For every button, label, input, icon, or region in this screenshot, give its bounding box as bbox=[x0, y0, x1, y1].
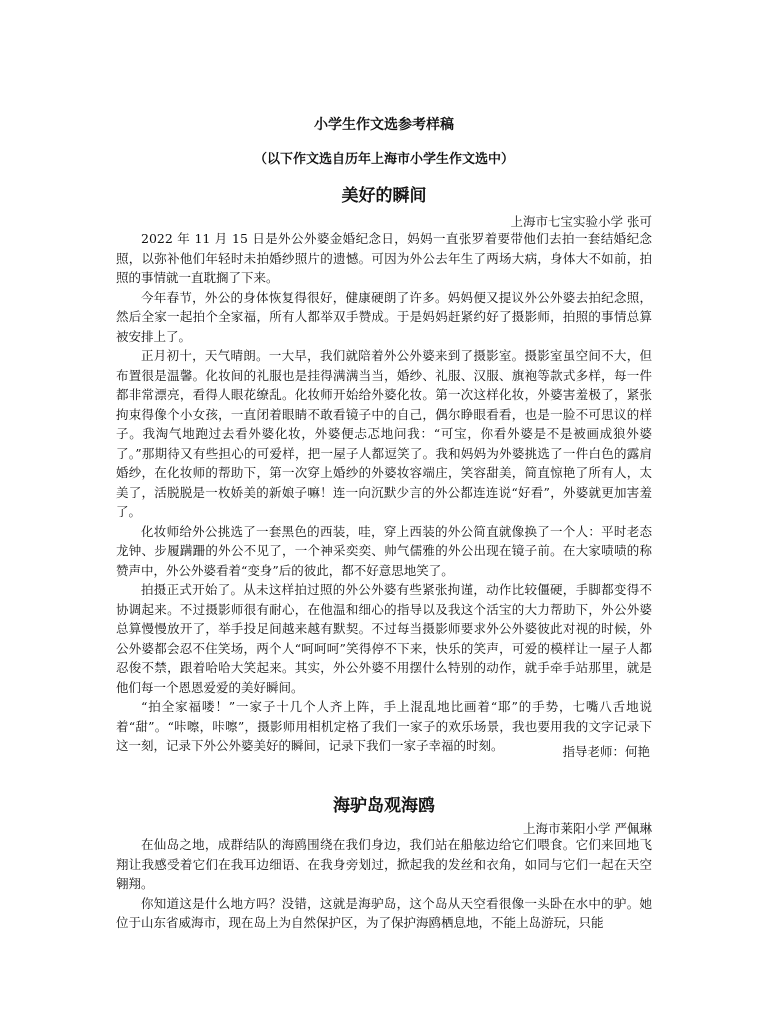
document-subtitle: （以下作文选自历年上海市小学生作文选中） bbox=[253, 152, 514, 167]
essay-paragraph: 正月初十，天气晴朗。一大早，我们就陪着外公外婆来到了摄影室。摄影室虽空间不大，但布置很是温馨。化妆间的礼服也是挂得满满当当，婚纱、礼服、汉服、旗袍等款式多样，每一件都非常漂亮，看得人眼花缭乱。化妆师开始给外婆化妆。第一次这样化妆，外婆害羞极了，紧张拘束得像个小女孩，一直闭着眼睛不敢看镜子中的自己，偶尔睁眼看看，也是一脸不可思议的样子。我淘气地跑过去看外婆化妆，外婆便忐忑地问我：“可宝，你看外婆是不是被画成狼外婆了。”那期待又有些担心的可爱样，把一屋子人都逗笑了。我和妈妈为外婆挑选了一件白色的露肩婚纱，在化妆师的帮助下，第一次穿上婚纱的外婆妆容端庄，笑容甜美，简直惊艳了所有人，太美了，活脱脱是一枚娇美的新娘子嘛！连一向沉默少言的外公都连连说“好看”，外婆就更加害羞了。 bbox=[116, 348, 652, 519]
essay-title: 海驴岛观海鸥 bbox=[333, 796, 435, 816]
essay-title: 美好的瞬间 bbox=[341, 186, 427, 206]
essay-paragraph: 拍摄正式开始了。从未这样拍过照的外公外婆有些紧张拘谨，动作比较僵硬，手脚都变得不协调起来。不过摄影师很有耐心，在他温和细心的指导以及我这个活宝的大力帮助下，外公外婆总算慢慢放开了，举手投足间越来越有默契。不过每当摄影师要求外公外婆彼此对视的时候，外公外婆都会忍不住笑场，两个人“呵呵呵”笑得停不下来，快乐的笑声，可爱的模样让一屋子人都忍俊不禁，跟着哈哈大笑起来。其实，外公外婆不用摆什么特别的动作，就手牵手站那里，就是他们每一个恩恩爱爱的美好瞬间。 bbox=[116, 582, 652, 695]
essay-paragraph: 今年春节，外公的身体恢复得很好，健康硬朗了许多。妈妈便又提议外公外婆去拍纪念照，然后全家一起拍个全家福，所有人都举双手赞成。于是妈妈赶紧约好了摄影师，拍照的事情总算被安排上了。 bbox=[116, 289, 652, 344]
essay-author: 上海市七宝实验小学 张可 bbox=[510, 214, 652, 229]
essay-body bbox=[116, 835, 652, 933]
essay-paragraph: 你知道这是什么地方吗？没错，这就是海驴岛，这个岛从天空看很像一头卧在水中的驴。她位于山东省威海市，现在岛上为自然保护区，为了保护海鸥栖息地，不能上岛游玩，只能 bbox=[116, 895, 652, 930]
essay-paragraph: “拍全家福喽！”一家子十几个人齐上阵，手上混乱地比画着“耶”的手势，七嘴八舌地说着“甜”。“咔嚓，咔嚓”，摄影师用相机定格了我们一家子的欢乐场景，我也要用我的文字记录下这一刻，记录下外公外婆美好的瞬间，记录下我们一家子幸福的时刻。 bbox=[116, 699, 652, 753]
teacher-signature: 指导老师：何艳 bbox=[562, 744, 650, 759]
essay-paragraph: 2022 年 11 月 15 日是外公外婆金婚纪念日，妈妈一直张罗着要带他们去拍一套结婚纪念照，以弥补他们年轻时未拍婚纱照片的遗憾。可因为外公去年生了两场大病，身体大不如前，拍照的事情就一直耽搁了下来。 bbox=[116, 231, 652, 285]
document-title: 小学生作文选参考样稿 bbox=[314, 117, 454, 133]
essay-paragraph: 在仙岛之地，成群结队的海鸥围绕在我们身边，我们站在船舷边给它们喂食。它们来回地飞翔让我感受着它们在我耳边细语、在我身旁划过，掀起我的发丝和衣角，如同与它们一起在天空翱翔。 bbox=[116, 837, 652, 891]
essay-body bbox=[116, 229, 652, 756]
essay-paragraph: 化妆师给外公挑选了一套黑色的西装，哇，穿上西装的外公简直就像换了一个人：平时老态龙钟、步履蹒跚的外公不见了，一个神采奕奕、帅气儒雅的外公出现在镜子前。在大家啧啧的称赞声中，外公外婆看着“变身”后的彼此，都不好意思地笑了。 bbox=[116, 523, 652, 578]
essay-author: 上海市莱阳小学 严佩琳 bbox=[523, 821, 652, 836]
